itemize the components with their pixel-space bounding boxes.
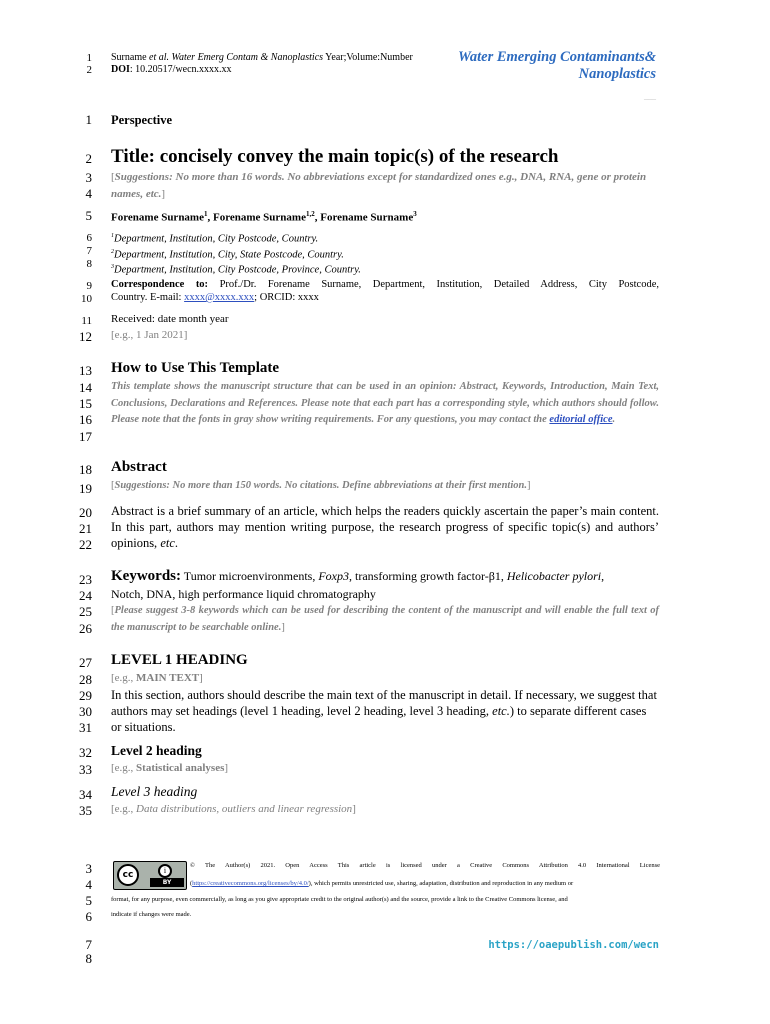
license-line-2: (https://creativecommons.org/licenses/by/4.0/), which permits unrestricted use, sharing, adaptation, distribution and reproduction in any medium or <box>190 880 574 887</box>
level1-example: [e.g., MAIN TEXT] <box>111 672 203 684</box>
line-number: 11 <box>81 315 92 327</box>
level1-heading: LEVEL 1 HEADING <box>111 652 248 668</box>
line-number: 20 <box>79 505 92 520</box>
by-label: BY <box>150 878 184 887</box>
line-number: 19 <box>79 481 92 496</box>
email-link[interactable]: xxxx@xxxx.xxx <box>184 292 255 303</box>
line-number: 29 <box>79 688 92 703</box>
line-number: 22 <box>79 537 92 552</box>
affiliation-item: $^1$Department, Institution, City Postcode, Country. <box>111 233 319 245</box>
line-number: 15 <box>79 396 92 411</box>
paper-title: Title: concisely convey the main topic(s) of the research <box>111 146 559 167</box>
line-number: 21 <box>79 521 92 536</box>
line-number: 6 <box>85 909 92 924</box>
line-number: 12 <box>79 329 92 344</box>
line-number: 7 <box>85 937 92 952</box>
line-number: 1 <box>86 52 92 64</box>
line-number: 25 <box>79 604 92 619</box>
line-number: 23 <box>79 572 92 587</box>
received-date: Received: date month year <box>111 313 229 325</box>
title-suggestion: [Suggestions: No more than 16 words. No abbreviations except for standardized ones e.g., DNA, RNA, gene or protein names, etc.] <box>111 171 647 200</box>
abstract-text: Abstract is a brief summary of an article, which helps the readers quickly ascertain the paper’s main content. In this part, authors may mention writing purpose, the research progress of specific topic(s) and authors’ opinions, etc. <box>111 504 659 550</box>
citation-line: Surname et al. Water Emerg Contam & Nanoplastics Year;Volume:Number <box>111 52 413 63</box>
journal-url-link[interactable]: https://oaepublish.com/wecn <box>488 939 659 951</box>
license-url-link[interactable]: https://creativecommons.org/licenses/by/4.0/ <box>192 880 309 887</box>
license-line-4: indicate if changes were made. <box>111 911 192 918</box>
affiliation-item: $^3$Department, Institution, City Postcode, Province, Country. <box>111 264 361 276</box>
article-type: Perspective <box>111 113 173 127</box>
line-number: 3 <box>85 861 92 876</box>
line-number: 5 <box>85 208 92 223</box>
journal-divider: ___ <box>644 92 656 101</box>
line-number: 24 <box>79 588 92 603</box>
doi-line: DOI: 10.20517/wecn.xxxx.xx <box>111 64 232 75</box>
line-number: 35 <box>79 803 92 818</box>
line-number: 18 <box>79 462 92 477</box>
line-number: 5 <box>85 893 92 908</box>
level3-heading: Level 3 heading <box>111 784 198 799</box>
line-number: 2 <box>86 64 92 76</box>
editorial-office-link[interactable]: editorial office <box>549 414 613 425</box>
line-number: 17 <box>79 429 92 444</box>
affiliations <box>111 230 659 277</box>
line-number: 33 <box>79 762 92 777</box>
line-number: 7 <box>86 245 92 257</box>
line-number: 9 <box>86 280 92 292</box>
line-number: 8 <box>86 258 92 270</box>
line-number: 34 <box>79 787 92 802</box>
line-number: 26 <box>79 621 92 636</box>
level1-text: In this section, authors should describe the main text of the manuscript in detail. If necessary, we suggest that authors may set headings (level 1 heading, level 2 heading, level 3 heading, etc.) to separate different cases or situations. <box>111 688 657 734</box>
level2-example: [e.g., Statistical analyses] <box>111 762 229 774</box>
level2-heading: Level 2 heading <box>111 743 202 758</box>
line-number: 31 <box>79 720 92 735</box>
cc-by-license-badge <box>113 861 187 890</box>
line-number: 10 <box>81 293 92 305</box>
license-line-1: © The Author(s) 2021. Open Access This article is licensed under a Creative Commons Attribution 4.0 International License <box>190 862 660 869</box>
license-line-3: format, for any purpose, even commercially, as long as you give appropriate credit to the original author(s) and the source, provide a link to the Creative Commons license, and <box>111 896 568 903</box>
line-number: 2 <box>85 151 92 166</box>
howto-heading: How to Use This Template <box>111 360 280 376</box>
author-list: Forename Surname$^1$, Forename Surname$^{1,2}$, Forename Surname$^3$ <box>111 210 417 224</box>
keywords-line-2: Notch, DNA, high performance liquid chromatography <box>111 587 376 601</box>
attribution-person-icon: i <box>158 864 172 878</box>
line-number: 4 <box>85 877 92 892</box>
keywords-line-1: Keywords: Tumor microenvironments, Foxp3, transforming growth factor-β1, Helicobacter pylori, <box>111 568 605 584</box>
line-number: 27 <box>79 655 92 670</box>
cc-icon: cc <box>117 864 139 886</box>
line-number: 6 <box>86 232 92 244</box>
journal-name: Water Emerging Contaminants& Nanoplastics <box>458 49 656 82</box>
line-number: 28 <box>79 672 92 687</box>
line-number: 4 <box>85 186 92 201</box>
line-number: 3 <box>85 170 92 185</box>
line-number: 14 <box>79 380 92 395</box>
received-example: [e.g., 1 Jan 2021] <box>111 329 188 341</box>
abstract-heading: Abstract <box>111 459 167 475</box>
abstract-suggestion: [Suggestions: No more than 150 words. No citations. Define abbreviations at their first mention.] <box>111 480 531 491</box>
howto-text: This template shows the manuscript structure that can be used in an opinion: Abstract, Keywords, Introduction, Main Text, Conclusions, Declarations and References. Please note that each part has a corresponding style, which authors should follow. Please note that the fonts in gray show writing requirements. For any questions, you may contact the editorial office. <box>111 381 659 425</box>
line-number: 30 <box>79 704 92 719</box>
line-number: 8 <box>85 951 92 966</box>
affiliation-item: $^2$Department, Institution, City, State Postcode, Country. <box>111 248 344 260</box>
line-number: 13 <box>79 363 92 378</box>
correspondence: Correspondence to: Prof./Dr. Forename Surname, Department, Institution, Detailed Address, City Postcode, Country. E-mail: xxxx@xxxx.xxx; ORCID: xxxx <box>111 279 659 303</box>
line-number: 32 <box>79 745 92 760</box>
line-number: 1 <box>85 112 92 127</box>
running-header <box>111 52 413 76</box>
line-number: 16 <box>79 412 92 427</box>
keywords-suggestion: [Please suggest 3-8 keywords which can be used for describing the content of the manuscript and will enable the full text of the manuscript to be searchable online.] <box>111 605 659 633</box>
level3-example: [e.g., Data distributions, outliers and linear regression] <box>111 803 356 815</box>
